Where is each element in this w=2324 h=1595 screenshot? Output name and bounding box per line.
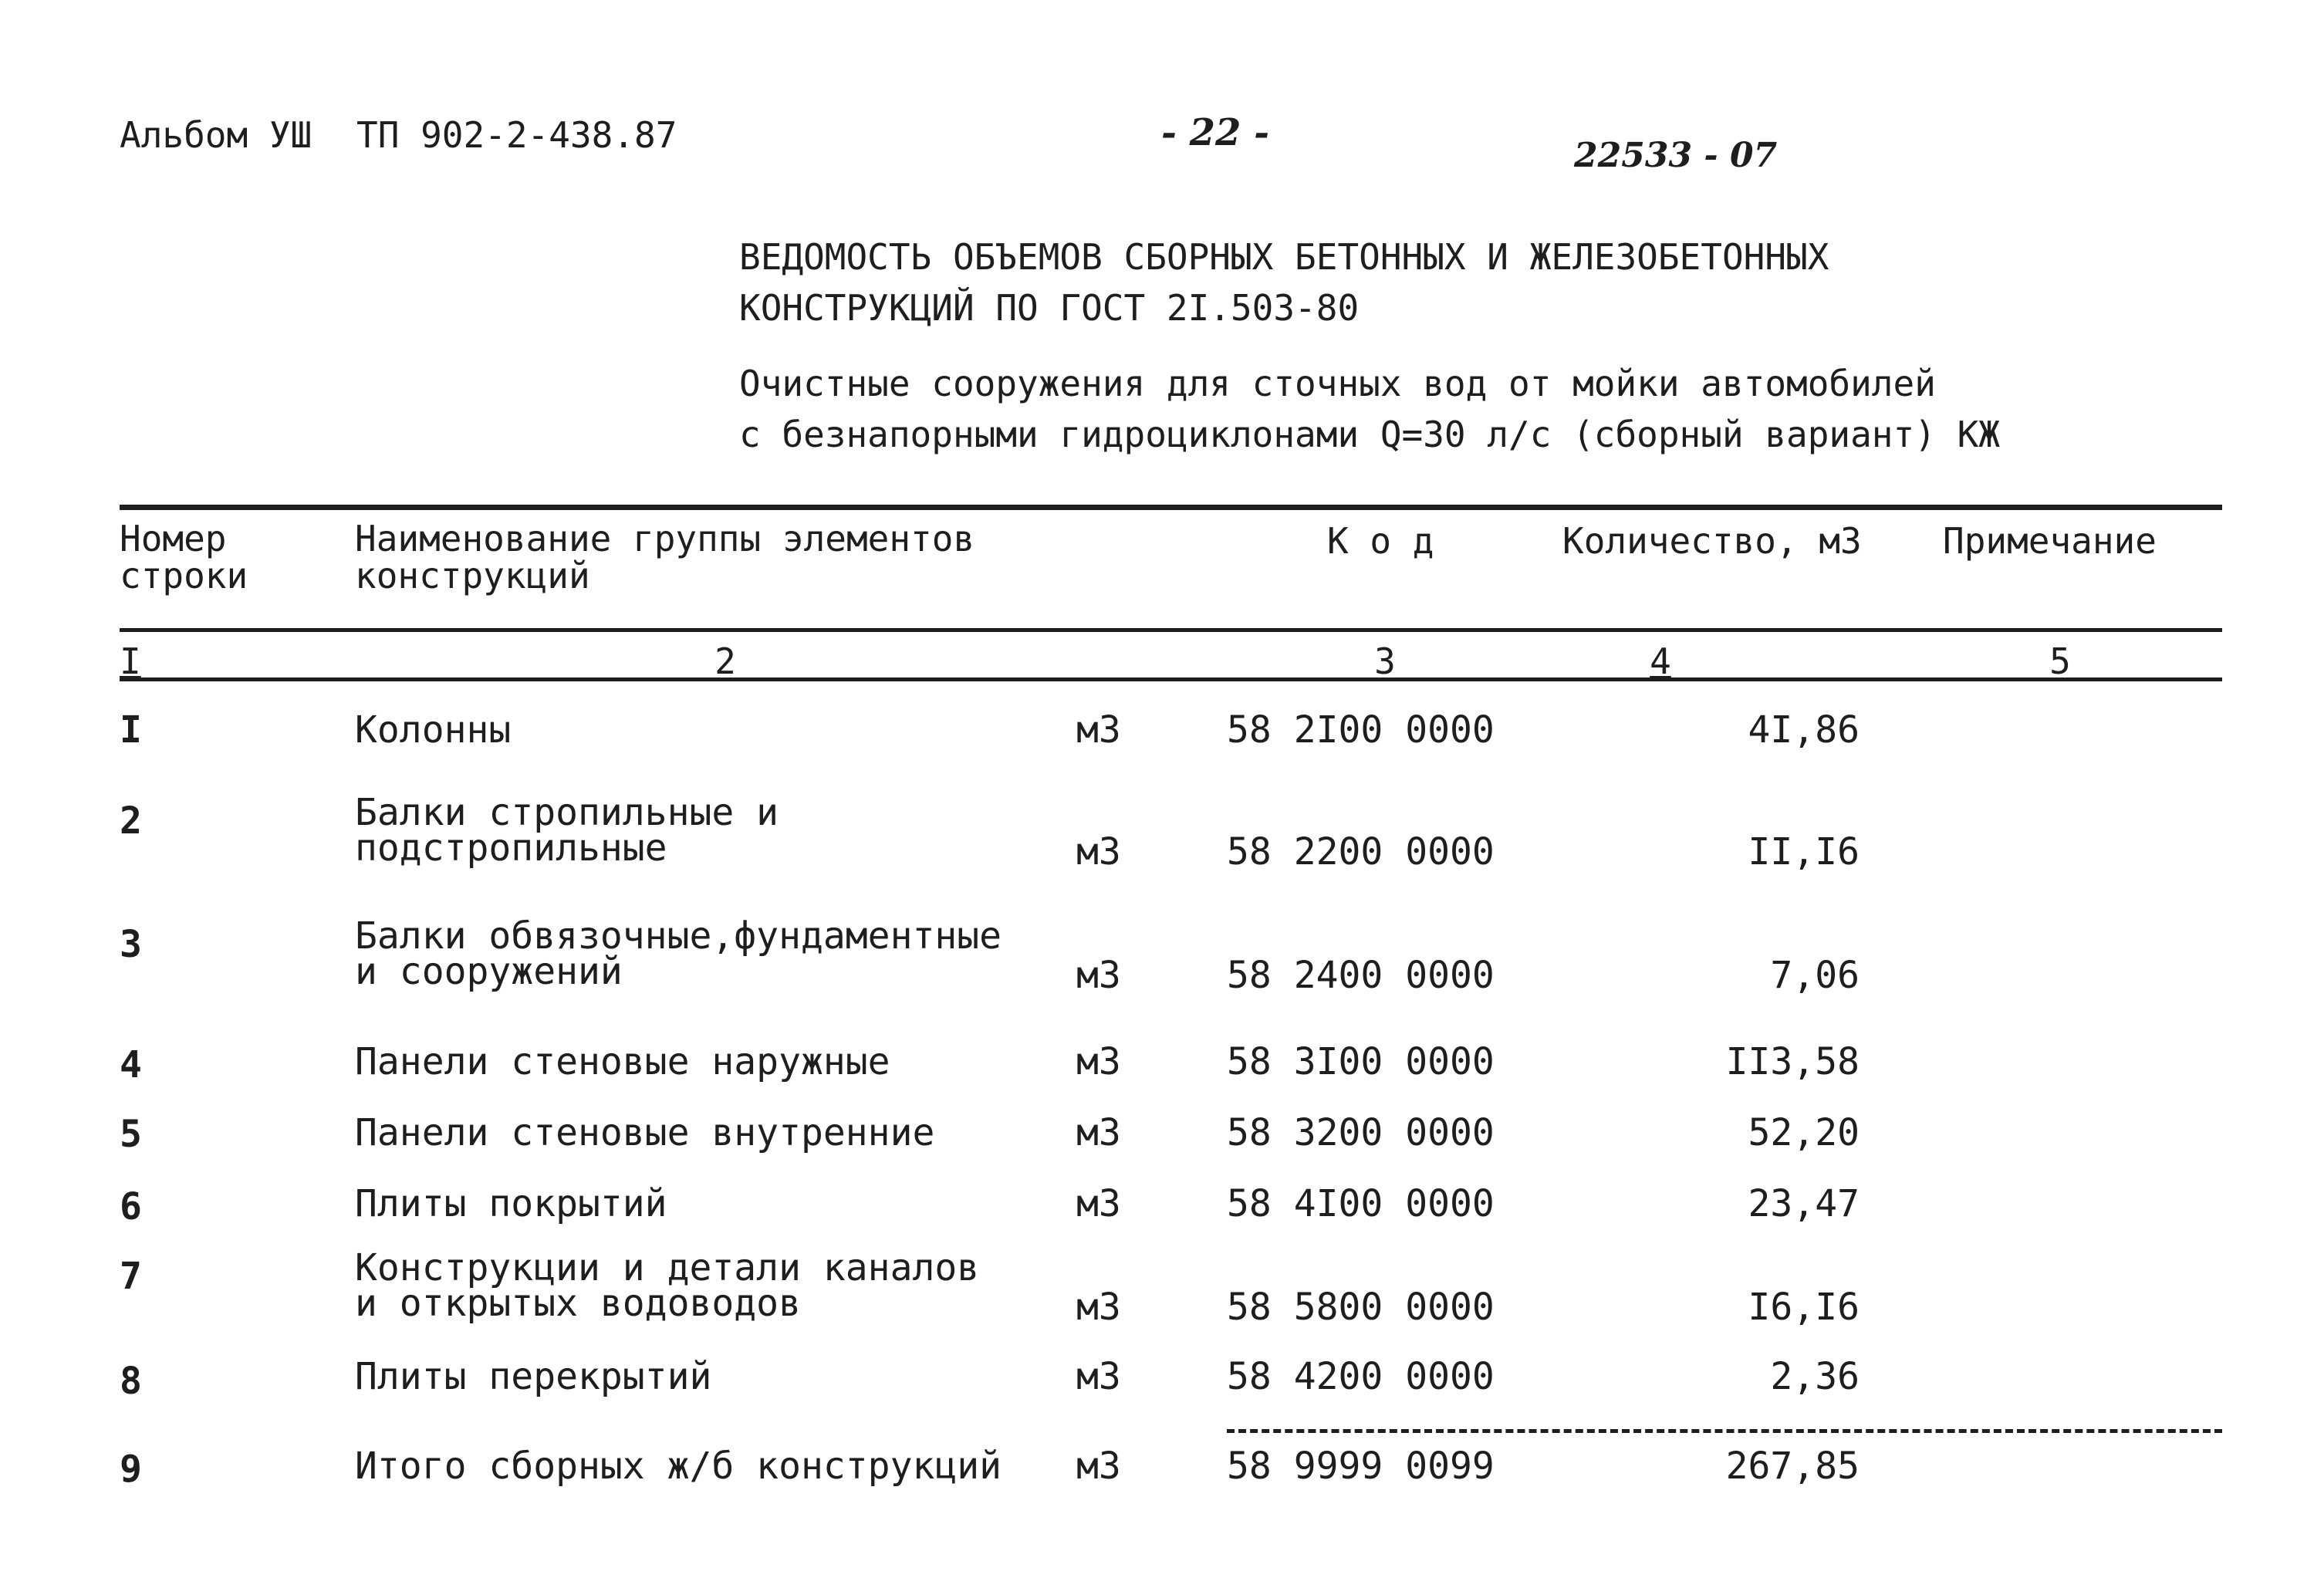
row-code: 58 9999 0099: [1227, 1445, 1495, 1488]
row-quantity: 7,06: [1770, 954, 1860, 997]
row-name: Итого сборных ж/б конструкций: [355, 1445, 1002, 1488]
row-unit: м3: [1076, 954, 1121, 997]
row-unit: м3: [1076, 1040, 1121, 1083]
row-number: 4: [120, 1043, 142, 1086]
total-dashed-rule: [1227, 1429, 2222, 1433]
row-quantity: 52,20: [1748, 1111, 1860, 1154]
column-number-1: I: [120, 640, 141, 682]
row-code: 58 3I00 0000: [1227, 1040, 1495, 1083]
row-number: 5: [120, 1113, 142, 1156]
table-colnum-rule: [120, 678, 2222, 681]
row-code: 58 4I00 0000: [1227, 1182, 1495, 1225]
doc-subtitle-line2: с безнапорными гидроциклонами Q=30 л/с (сборный вариант) КЖ: [739, 414, 2000, 455]
row-quantity: 267,85: [1725, 1445, 1860, 1488]
row-unit: м3: [1076, 1182, 1121, 1225]
row-unit: м3: [1076, 1445, 1121, 1488]
row-number: 9: [120, 1448, 142, 1491]
row-number: 3: [120, 923, 142, 966]
row-number: 6: [120, 1185, 142, 1228]
row-name: Панели стеновые наружные: [355, 1040, 890, 1083]
header-code: К о д: [1327, 520, 1434, 562]
row-number: 7: [120, 1255, 142, 1298]
row-quantity: I6,I6: [1748, 1286, 1860, 1329]
row-name: Плиты перекрытий: [355, 1355, 712, 1398]
document-code: ТП 902-2-438.87: [356, 114, 677, 156]
album-label: Альбом УШ: [120, 114, 312, 156]
column-number-2: 2: [714, 640, 736, 682]
header-quantity: Количество, м3: [1562, 520, 1862, 562]
doc-subtitle-line1: Очистные сооружения для сточных вод от мойки автомобилей: [739, 363, 1936, 404]
row-code: 58 2400 0000: [1227, 954, 1495, 997]
header-element-group: Наименование группы элементов конструкций: [355, 518, 975, 596]
row-unit: м3: [1076, 1355, 1121, 1398]
row-unit: м3: [1076, 830, 1121, 874]
row-number: 2: [120, 799, 142, 843]
row-number: I: [120, 708, 142, 752]
row-quantity: II,I6: [1748, 830, 1860, 874]
table-header-rule: [120, 628, 2222, 632]
row-quantity: 2,36: [1770, 1355, 1860, 1398]
row-number: 8: [120, 1360, 142, 1403]
row-code: 58 2200 0000: [1227, 830, 1495, 874]
row-name: Конструкции и детали каналов и открытых водоводов: [355, 1246, 980, 1325]
doc-title-line1: ВЕДОМОСТЬ ОБЪЕМОВ СБОРНЫХ БЕТОННЫХ И ЖЕЛЕЗОБЕТОННЫХ: [739, 236, 1829, 278]
row-quantity: 23,47: [1748, 1182, 1860, 1225]
row-name: Балки стропильные и подстропильные: [355, 791, 779, 870]
doc-title-line2: КОНСТРУКЦИЙ ПО ГОСТ 2I.503-80: [739, 287, 1360, 329]
row-name: Балки обвязочные,фундаментные и сооружений: [355, 914, 1002, 993]
row-quantity: 4I,86: [1748, 708, 1860, 752]
row-unit: м3: [1076, 1111, 1121, 1154]
row-code: 58 4200 0000: [1227, 1355, 1495, 1398]
page-number: - 22 -: [1161, 111, 1270, 154]
row-code: 58 2I00 0000: [1227, 708, 1495, 752]
table-top-rule: [120, 505, 2222, 510]
column-number-5: 5: [2049, 640, 2071, 682]
row-name: Плиты покрытий: [355, 1182, 667, 1225]
row-quantity: II3,58: [1725, 1040, 1860, 1083]
row-name: Колонны: [355, 708, 512, 752]
header-row-number: Номер строки: [120, 518, 248, 596]
row-unit: м3: [1076, 1286, 1121, 1329]
handwritten-code: 22533 - 07: [1574, 136, 1778, 175]
row-code: 58 3200 0000: [1227, 1111, 1495, 1154]
row-code: 58 5800 0000: [1227, 1286, 1495, 1329]
row-unit: м3: [1076, 708, 1121, 752]
column-number-4: 4: [1650, 640, 1671, 682]
row-name: Панели стеновые внутренние: [355, 1111, 935, 1154]
header-note: Примечание: [1943, 520, 2157, 562]
column-number-3: 3: [1374, 640, 1396, 682]
